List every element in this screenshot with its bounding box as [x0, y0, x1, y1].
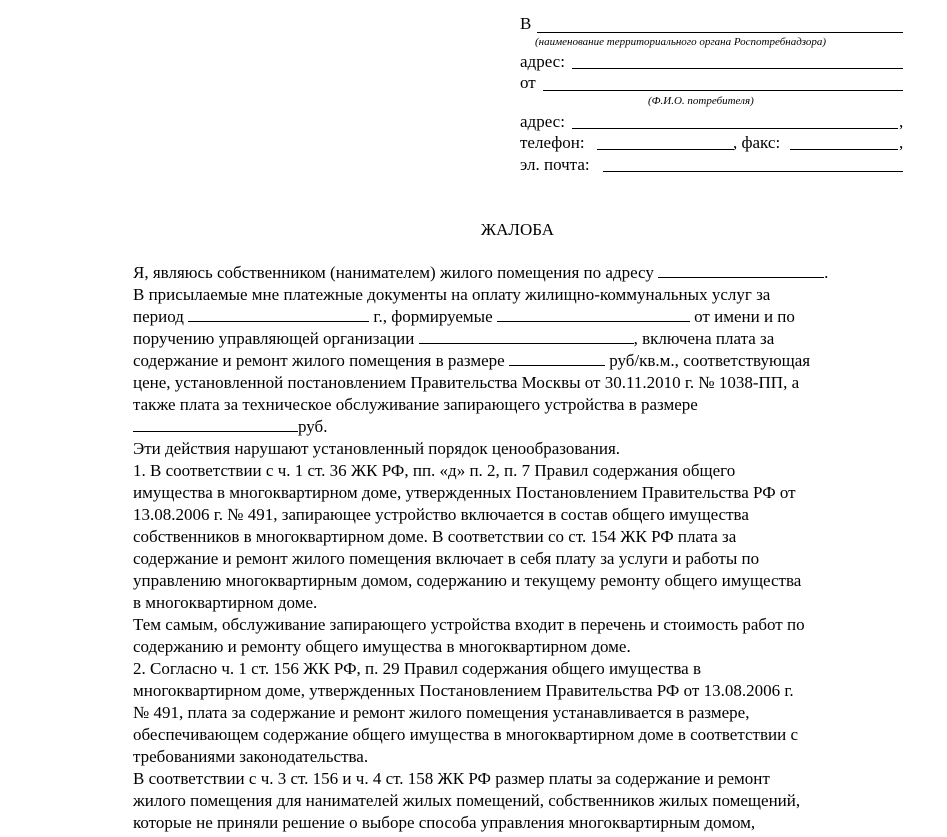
address1-blank[interactable]	[572, 68, 903, 69]
body-line: содержание и ремонт жилого помещения включает в себя плату за услуги и работы по	[133, 549, 760, 568]
body-line: также плата за техническое обслуживание запирающего устройства в размере	[133, 395, 698, 414]
body-text: .	[824, 263, 829, 282]
fax-blank[interactable]	[790, 149, 898, 150]
body-line: многоквартирном доме, утвержденных Постановлением Правительства РФ от 13.08.2006 г.	[133, 681, 794, 700]
body-line: жилого помещения для нанимателей жилых помещений, собственников жилых помещений,	[133, 791, 801, 810]
from-name-blank[interactable]	[543, 90, 903, 91]
fax-label: , факс:	[733, 133, 781, 152]
body-line	[133, 306, 903, 328]
address2-label: адрес:	[520, 112, 565, 131]
body-line: управлению многоквартирным домом, содержанию и текущему ремонту общего имущества	[133, 571, 802, 590]
to-authority-blank[interactable]	[537, 32, 903, 33]
body-line: Тем самым, обслуживание запирающего устройства входит в перечень и стоимость работ по	[133, 615, 805, 634]
phone-blank[interactable]	[597, 149, 734, 150]
phone-label: телефон:	[520, 133, 585, 152]
body-line: цене, установленной постановлением Правительства Москвы от 30.11.2010 г. № 1038-ПП, а	[133, 373, 800, 392]
complaint-body	[133, 262, 903, 834]
body-line: собственников в многоквартирном доме. В соответствии со ст. 154 ЖК РФ плата за	[133, 527, 737, 546]
body-line	[133, 328, 903, 350]
email-label: эл. почта:	[520, 155, 590, 174]
body-line: В соответствии с ч. 3 ст. 156 и ч. 4 ст. 158 ЖК РФ размер платы за содержание и ремонт	[133, 769, 770, 788]
body-line: № 491, плата за содержание и ремонт жилого помещения устанавливается в размере,	[133, 703, 750, 722]
body-text: г., формируемые	[373, 307, 493, 326]
address1-label: адрес:	[520, 52, 565, 71]
issuer-blank[interactable]	[497, 307, 690, 322]
body-text: от имени и по	[694, 307, 795, 326]
rate-blank[interactable]	[509, 351, 605, 366]
body-line	[133, 350, 903, 372]
period-blank[interactable]	[188, 307, 369, 322]
body-line: В присылаемые мне платежные документы на оплату жилищно-коммунальных услуг за	[133, 285, 771, 304]
body-line: Эти действия нарушают установленный порядок ценообразования.	[133, 439, 621, 458]
body-line: 2. Согласно ч. 1 ст. 156 ЖК РФ, п. 29 Правил содержания общего имущества в	[133, 659, 701, 678]
body-line: 13.08.2006 г. № 491, запирающее устройство включается в состав общего имущества	[133, 505, 749, 524]
body-line: которые не приняли решение о выборе способа управления многоквартирным домом,	[133, 813, 756, 832]
to-authority-note: (наименование территориального органа Роспотребнадзора)	[535, 36, 827, 48]
body-line	[133, 416, 903, 438]
to-prefix: В	[520, 14, 532, 33]
body-text: руб.	[298, 417, 328, 436]
address2-comma: ,	[899, 112, 904, 131]
body-text: содержание и ремонт жилого помещения в размере	[133, 351, 505, 370]
email-blank[interactable]	[603, 171, 903, 172]
address-blank[interactable]	[658, 263, 824, 278]
body-line: 1. В соответствии с ч. 1 ст. 36 ЖК РФ, пп. «д» п. 2, п. 7 Правил содержания общего	[133, 461, 736, 480]
body-text: Я, являюсь собственником (нанимателем) жилого помещения по адресу	[133, 263, 654, 282]
from-name-note: (Ф.И.О. потребителя)	[648, 95, 754, 107]
body-line	[133, 262, 903, 284]
body-text: руб/кв.м., соответствующая	[609, 351, 811, 370]
body-text: поручению управляющей организации	[133, 329, 415, 348]
from-label: от	[520, 73, 536, 92]
fax-comma: ,	[899, 133, 904, 152]
body-line: имущества в многоквартирном доме, утвержденных Постановлением Правительства РФ от	[133, 483, 796, 502]
body-line: содержанию и ремонту общего имущества в многоквартирном доме.	[133, 637, 631, 656]
lock-fee-blank[interactable]	[133, 417, 298, 432]
body-text: , включена плата за	[633, 329, 775, 348]
body-text: период	[133, 307, 184, 326]
body-line: требованиями законодательства.	[133, 747, 369, 766]
body-line: обеспечивающем содержание общего имущества в многоквартирном доме в соответствии с	[133, 725, 798, 744]
address2-blank[interactable]	[572, 128, 898, 129]
document-title: ЖАЛОБА	[480, 220, 555, 239]
body-line: в многоквартирном доме.	[133, 593, 318, 612]
management-org-blank[interactable]	[419, 329, 634, 344]
